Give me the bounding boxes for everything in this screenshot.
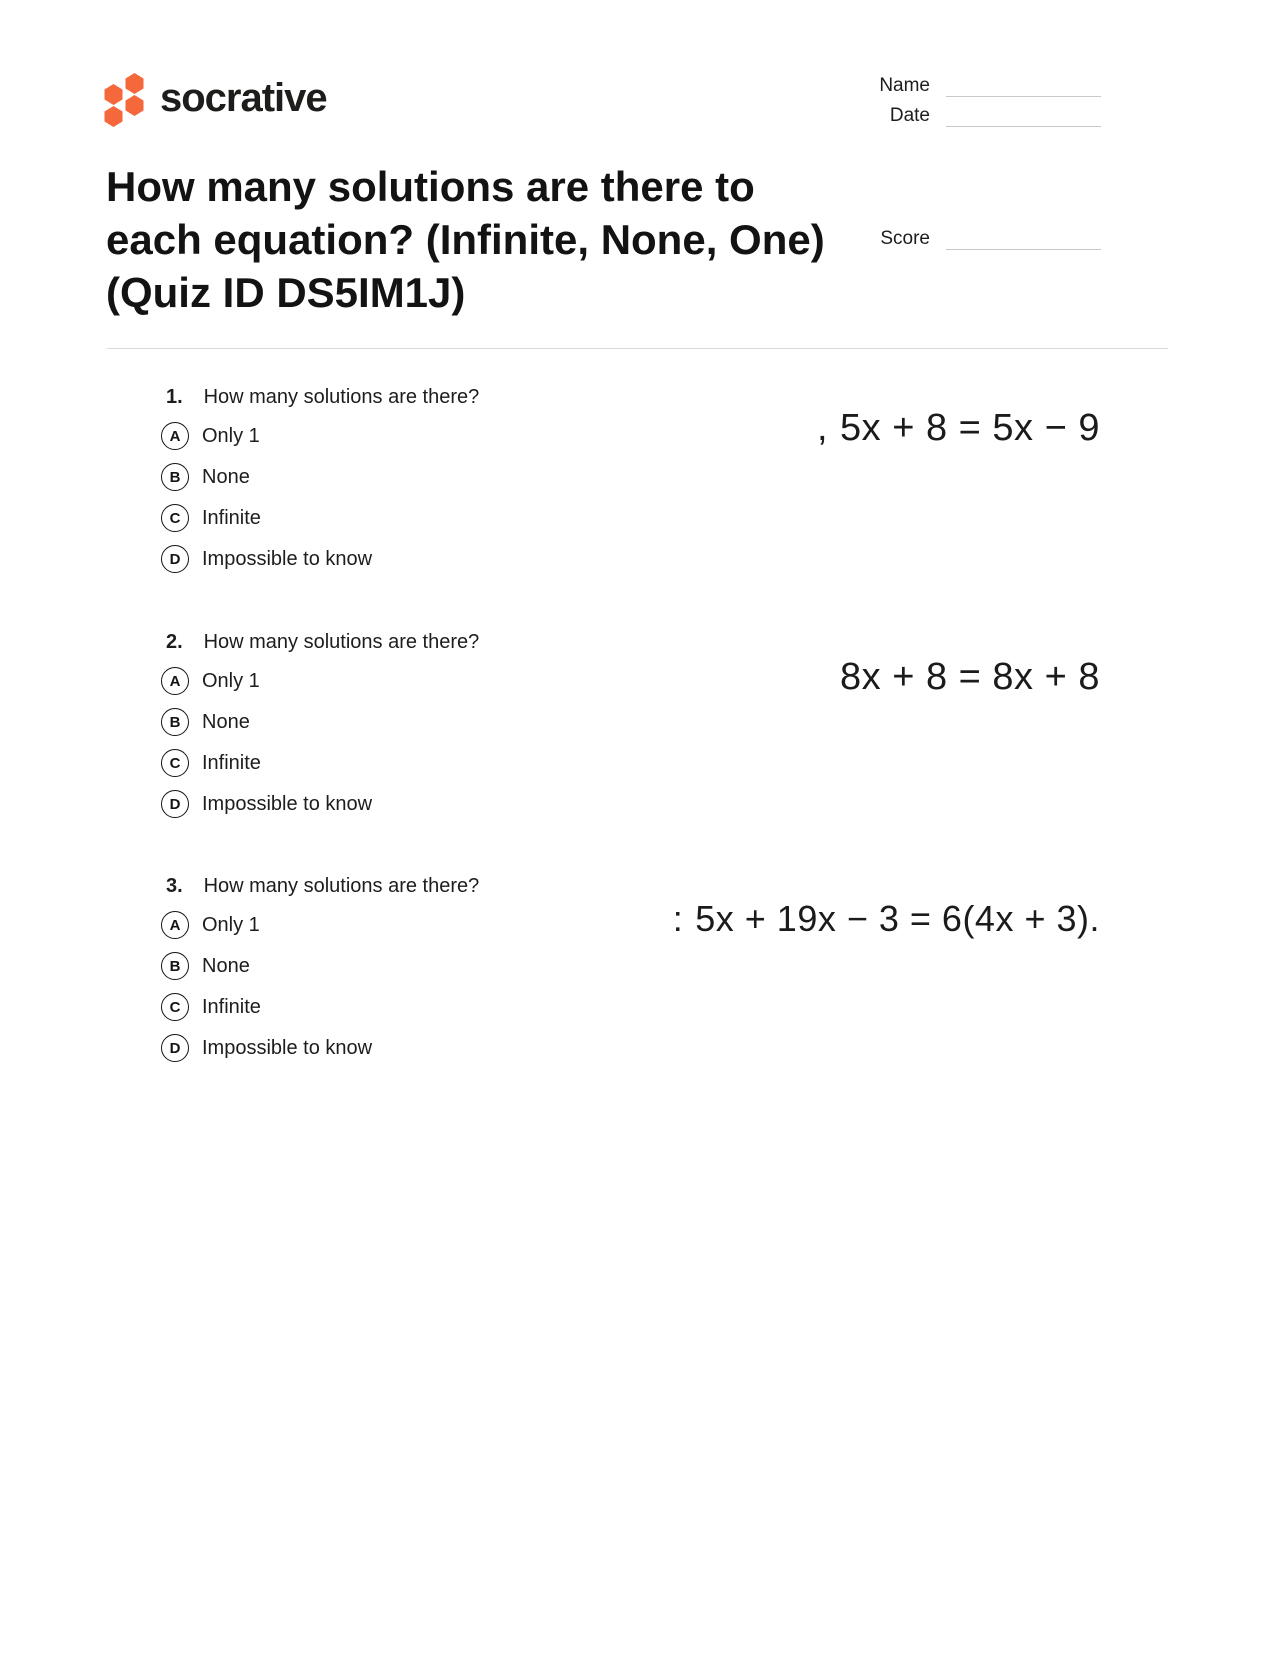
question-text: How many solutions are there?: [203, 386, 480, 408]
name-date-block: [872, 75, 1101, 135]
option-label: Only 1: [202, 913, 260, 936]
option-label: Impossible to know: [202, 1036, 373, 1059]
date-label: Date: [889, 105, 930, 126]
answer-bubble-b: B: [161, 463, 189, 491]
option-label: Infinite: [202, 995, 261, 1018]
page-title: How many solutions are there to each equation? (Infinite, None, One) (Quiz ID DS5IM1J): [106, 163, 825, 316]
option-row: [0, 544, 1275, 574]
question-block-2: [0, 630, 1275, 830]
answer-bubble-d: D: [161, 1034, 189, 1062]
brand-wordmark: socrative: [160, 76, 327, 120]
question-header: [0, 385, 1275, 409]
answer-bubble-d: D: [161, 790, 189, 818]
question-number: 1.: [166, 386, 183, 408]
question-header: [0, 630, 1275, 654]
option-label: Impossible to know: [202, 547, 373, 570]
answer-bubble-b: B: [161, 708, 189, 736]
answer-bubble-c: C: [161, 993, 189, 1021]
option-label: Infinite: [202, 751, 261, 774]
question-block-3: [0, 874, 1275, 1074]
brand-logo: [103, 72, 327, 128]
question-block-1: [0, 385, 1275, 585]
option-row: [0, 951, 1275, 981]
answer-bubble-b: B: [161, 952, 189, 980]
score-label: Score: [880, 228, 930, 249]
name-row: [872, 75, 1101, 97]
option-row: [0, 707, 1275, 737]
option-label: None: [202, 465, 250, 488]
question-text: How many solutions are there?: [203, 631, 480, 653]
option-row: [0, 1033, 1275, 1063]
equation-image: [828, 656, 1100, 699]
equation-text: 5x + 8 = 5x − 9: [840, 407, 1100, 449]
equation-text: 5x + 19x − 3 = 6(4x + 3).: [695, 898, 1100, 939]
option-label: None: [202, 710, 250, 733]
option-label: Impossible to know: [202, 792, 373, 815]
question-text: How many solutions are there?: [203, 875, 480, 897]
question-number: 3.: [166, 875, 183, 897]
option-label: Only 1: [202, 424, 260, 447]
answer-bubble-c: C: [161, 749, 189, 777]
name-blank-line: [946, 76, 1101, 97]
question-header: [0, 874, 1275, 898]
name-label: Name: [879, 75, 930, 96]
answer-bubble-d: D: [161, 545, 189, 573]
equation-image: [673, 898, 1100, 940]
option-row: [0, 789, 1275, 819]
option-label: None: [202, 954, 250, 977]
socrative-hexagons-icon: [103, 72, 145, 128]
equation-image: [817, 407, 1100, 450]
option-row: [0, 503, 1275, 533]
score-blank-line: [946, 229, 1101, 250]
option-label: Only 1: [202, 669, 260, 692]
date-row: [872, 105, 1101, 127]
question-number: 2.: [166, 631, 183, 653]
option-row: [0, 992, 1275, 1022]
header-divider: [107, 348, 1168, 349]
date-blank-line: [946, 106, 1101, 127]
score-row: [872, 228, 1101, 250]
score-block: [872, 228, 1101, 258]
answer-bubble-c: C: [161, 504, 189, 532]
equation-crop-fragment: ,: [816, 407, 829, 449]
answer-bubble-a: A: [161, 422, 189, 450]
option-row: [0, 462, 1275, 492]
answer-bubble-a: A: [161, 911, 189, 939]
answer-bubble-a: A: [161, 667, 189, 695]
equation-crop-fragment: :: [672, 898, 684, 939]
option-label: Infinite: [202, 506, 261, 529]
option-row: [0, 748, 1275, 778]
equation-text: 8x + 8 = 8x + 8: [840, 656, 1100, 698]
